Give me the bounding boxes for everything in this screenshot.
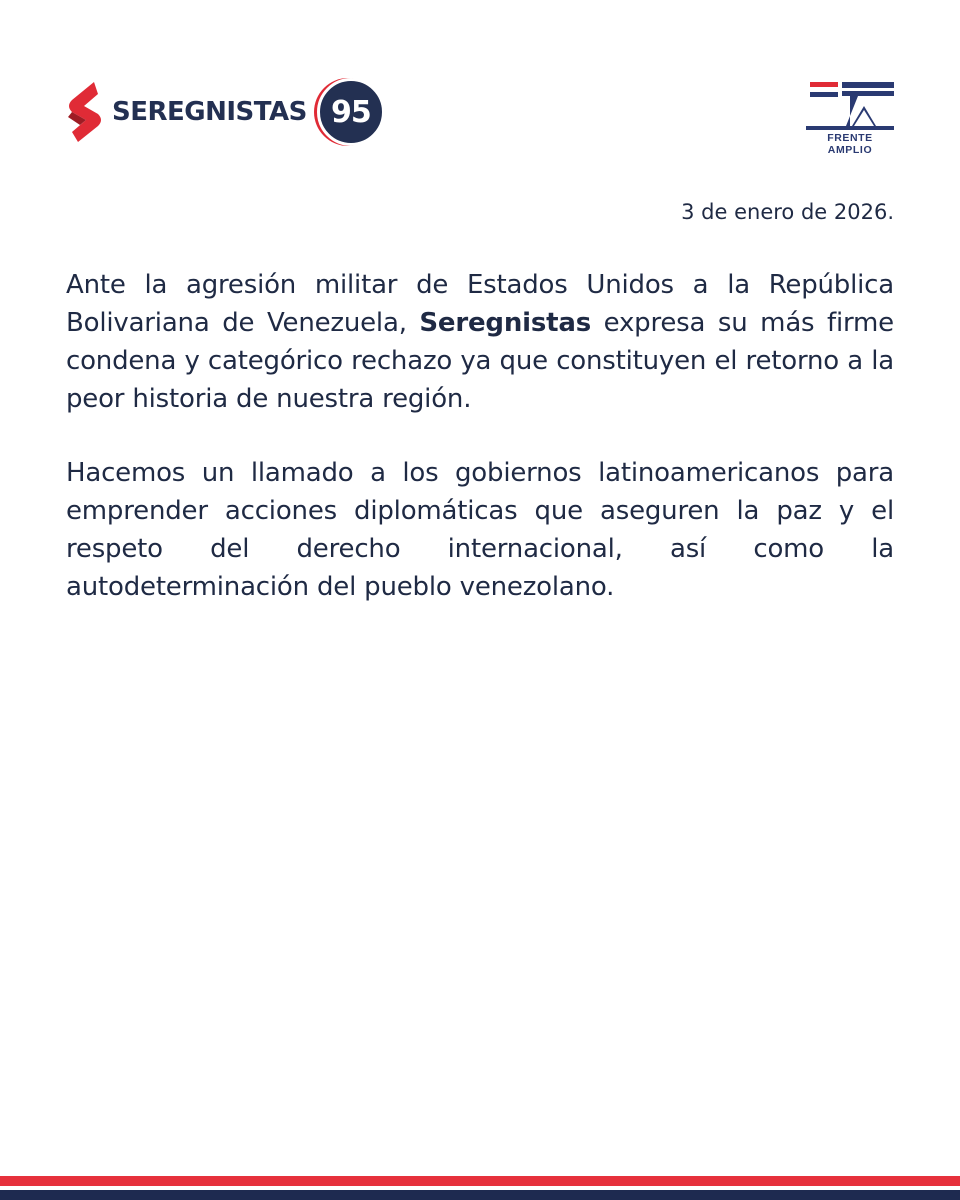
brand-badge-number: 95 — [330, 94, 371, 130]
paragraph-1-intro: Ante la agresión militar de Estados Unidos a la República Bolivariana de Venezuela, — [66, 270, 894, 338]
brand-badge — [317, 78, 385, 146]
paragraph-1 — [66, 266, 894, 418]
partner-name: FRENTE AMPLIO — [827, 132, 873, 156]
document-header — [0, 0, 960, 170]
seregnistas-s-logo-icon — [64, 80, 104, 144]
paragraph-1-emphasis: Seregnistas — [419, 308, 591, 338]
seregnistas-logo — [64, 80, 385, 144]
footer-red-stripe — [0, 1176, 960, 1186]
footer-stripes — [0, 1176, 960, 1200]
frente-amplio-logo-icon — [804, 80, 896, 134]
brand-name: SEREGNISTAS — [112, 97, 307, 127]
paragraph-2: Hacemos un llamado a los gobiernos latinoamericanos para emprender acciones diplomáticas que aseguren la paz y el respeto del derecho internacional, así como la autodeterminación del pueblo venezolano. — [66, 458, 894, 602]
paragraph-1-rest: expresa su más firme condena y categórico rechazo ya que constituyen el retorno a la peor historia de nuestra región. — [66, 308, 894, 414]
document-date: 3 de enero de 2026. — [681, 200, 894, 224]
footer-navy-stripe — [0, 1190, 960, 1200]
frente-amplio-logo — [804, 80, 896, 156]
document-body — [66, 266, 894, 642]
